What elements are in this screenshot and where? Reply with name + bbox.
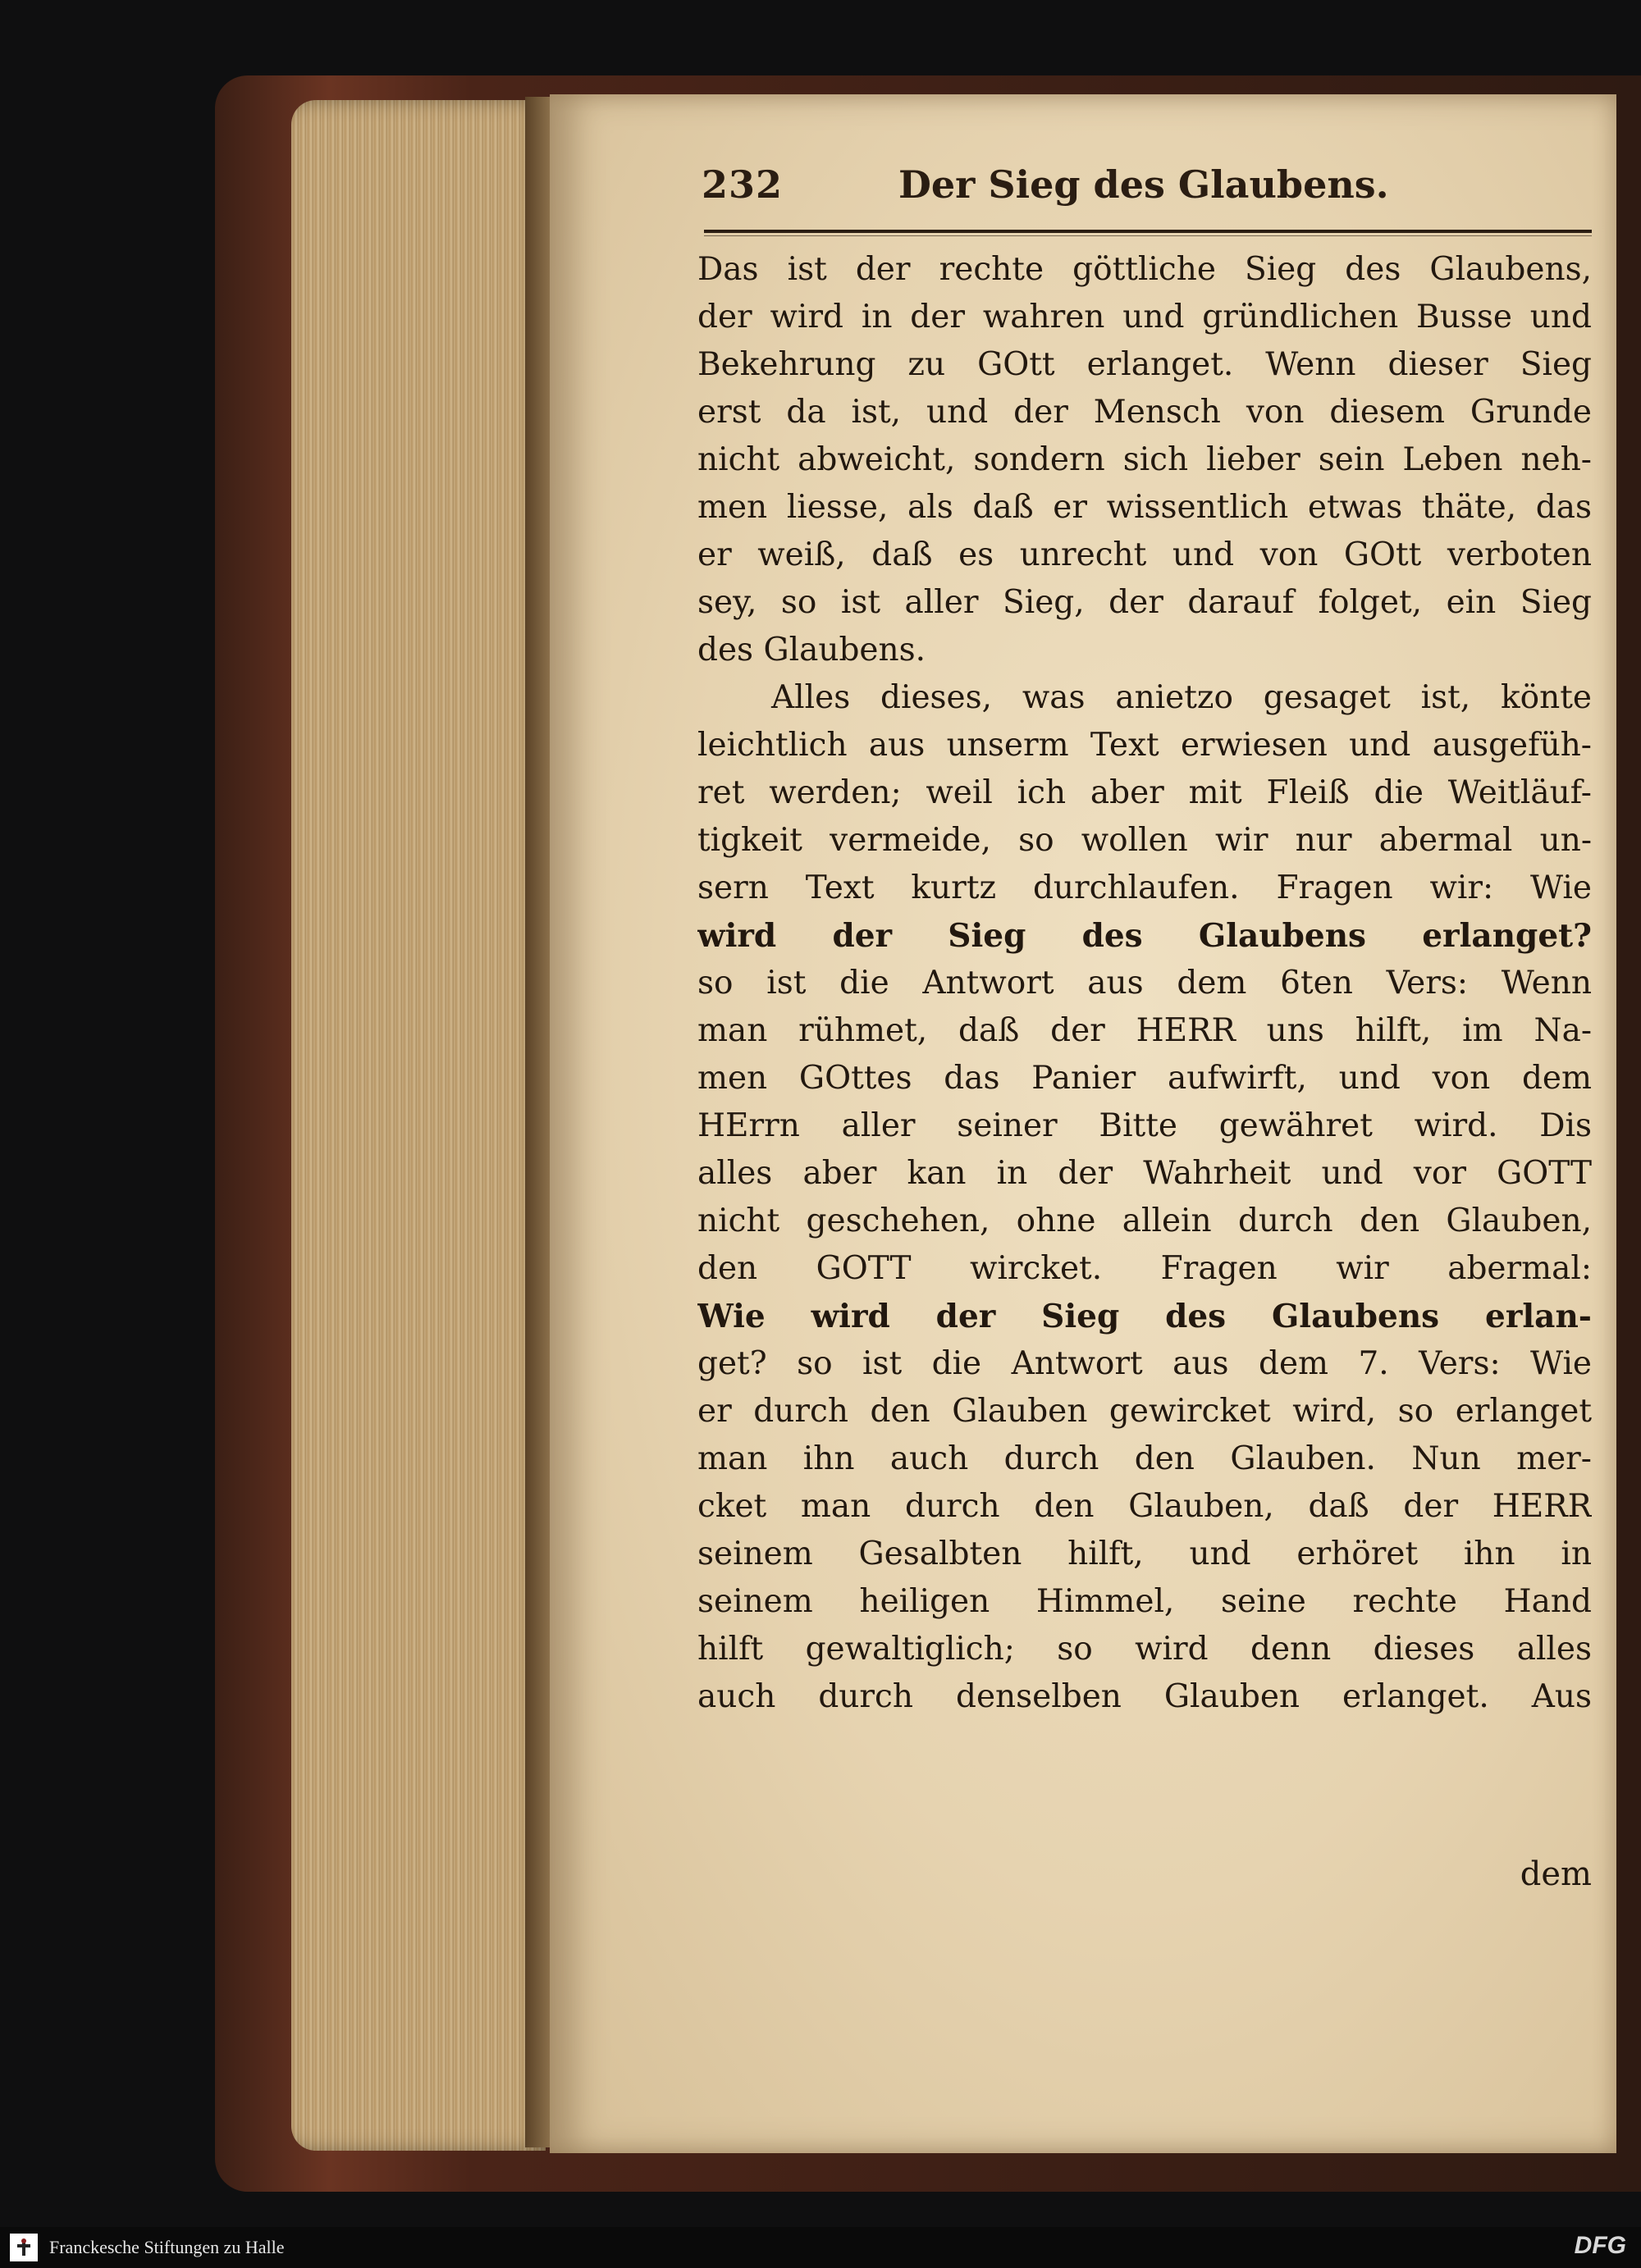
text-line: man rühmet, daß der HERR uns hilft, im Na- [697, 1012, 1592, 1049]
text-line: tigkeit vermeide, so wollen wir nur abermal un- [697, 822, 1592, 859]
footer-owner: Franckesche Stiftungen zu Halle [49, 2237, 285, 2257]
running-title: Der Sieg des Glaubens. [898, 162, 1389, 207]
text-line: auch durch denselben Glauben erlanget. Aus [697, 1678, 1592, 1715]
text-line: Bekehrung zu GOtt erlanget. Wenn dieser Sieg [697, 346, 1592, 383]
header-rule-thin [704, 235, 1592, 236]
text-line: sern Text kurtz durchlaufen. Fragen wir: Wie [697, 869, 1592, 906]
text-line: er durch den Glauben gewircket wird, so erlanget [697, 1393, 1592, 1430]
header-rule [704, 230, 1592, 233]
text-line: seinem Gesalbten hilft, und erhöret ihn in [697, 1536, 1592, 1572]
text-line: nicht abweicht, sondern sich lieber sein Leben neh- [697, 441, 1592, 478]
text-line: leichtlich aus unserm Text erwiesen und ausgefüh- [697, 727, 1592, 764]
text-line: den GOTT wircket. Fragen wir abermal: [697, 1250, 1592, 1287]
text-line: get? so ist die Antwort aus dem 7. Vers: Wie [697, 1345, 1592, 1382]
text-line: so ist die Antwort aus dem 6ten Vers: Wenn [697, 965, 1592, 1002]
text-line: hilft gewaltiglich; so wird denn dieses alles [697, 1631, 1592, 1668]
footer-brand-logo: DFG [1574, 2232, 1626, 2259]
institution-logo-icon [10, 2234, 38, 2261]
text-line: des Glaubens. [697, 632, 926, 669]
viewer-footer [0, 2227, 1641, 2268]
text-line: men liesse, als daß er wissentlich etwas thäte, das [697, 489, 1592, 526]
catchword: dem [1520, 1855, 1592, 1893]
text-line: wird der Sieg des Glaubens erlanget? [697, 917, 1592, 955]
text-line: cket man durch den Glauben, daß der HERR [697, 1488, 1592, 1525]
body-text [697, 246, 1592, 1887]
text-line: Alles dieses, was anietzo gesaget ist, könte [771, 679, 1592, 716]
text-line: er weiß, daß es unrecht und von GOtt verboten [697, 536, 1592, 573]
text-line: men GOttes das Panier aufwirft, und von dem [697, 1060, 1592, 1097]
text-line: nicht geschehen, ohne allein durch den Glauben, [697, 1202, 1592, 1239]
text-line: man ihn auch durch den Glauben. Nun mer- [697, 1440, 1592, 1477]
text-line: HErrn aller seiner Bitte gewähret wird. Dis [697, 1107, 1592, 1144]
emblem-icon [13, 2237, 34, 2258]
text-line: erst da ist, und der Mensch von diesem Grunde [697, 394, 1592, 431]
page-edges [291, 100, 546, 2151]
text-line: Wie wird der Sieg des Glaubens erlan- [697, 1298, 1592, 1335]
page-number: 232 [702, 162, 784, 207]
text-line: ret werden; weil ich aber mit Fleiß die Weitläuf- [697, 774, 1592, 811]
text-line: Das ist der rechte göttliche Sieg des Glaubens, [697, 251, 1592, 288]
text-line: der wird in der wahren und gründlichen Busse und [697, 299, 1592, 335]
text-line: sey, so ist aller Sieg, der darauf folget, ein Sieg [697, 584, 1592, 621]
text-line: alles aber kan in der Wahrheit und vor GOTT [697, 1155, 1592, 1192]
running-head [702, 162, 1596, 220]
text-line: seinem heiligen Himmel, seine rechte Hand [697, 1583, 1592, 1620]
